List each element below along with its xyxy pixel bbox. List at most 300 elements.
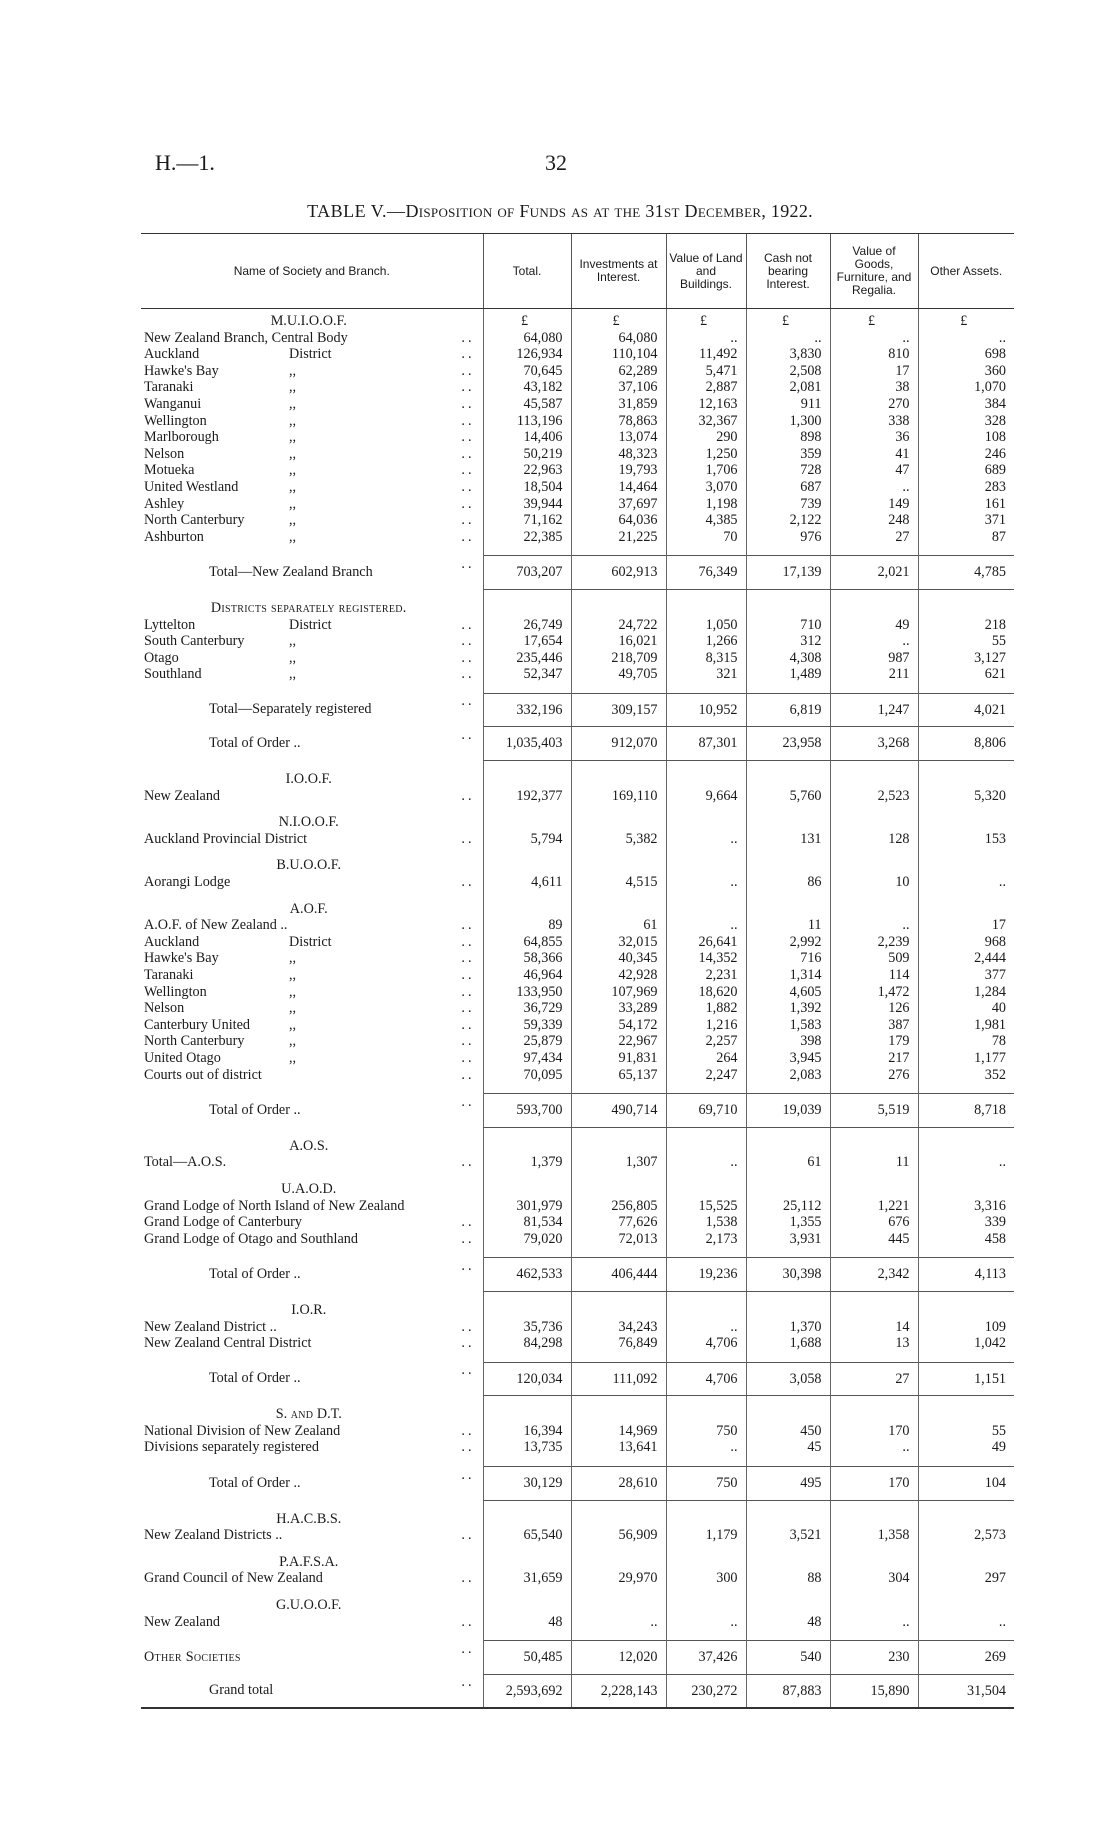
empty-cell [571,1597,666,1614]
empty-cell [918,1247,1014,1258]
value-cell: 17 [918,917,1014,934]
column-header: Cash not bearing Interest. [746,234,830,309]
row-label-qualifier: ,, [289,379,297,396]
value-cell: 2,573 [918,1527,1014,1544]
currency-symbol: £ [830,309,918,330]
empty-cell [918,1544,1014,1554]
value-cell: .. [571,1614,666,1631]
empty-cell [830,1302,918,1319]
value-cell: .. [746,330,830,347]
value-cell: 56,909 [571,1527,666,1544]
row-label-qualifier: ,, [289,445,297,462]
section-title [141,1511,483,1528]
leader-dots: .. [461,1640,475,1657]
value-cell: 84,298 [483,1335,571,1352]
leader-dots: .. [461,1466,475,1483]
value-cell: 97,434 [483,1050,571,1067]
total-row [141,556,1014,590]
row-label-text: Lyttelton [144,616,196,633]
empty-cell [666,589,746,600]
value-cell: 49 [918,1439,1014,1456]
value-cell: 3,070 [666,479,746,496]
empty-cell [746,1247,830,1258]
value-cell: 22,967 [571,1033,666,1050]
total-row [141,693,1014,727]
value-cell: 111,092 [571,1362,666,1396]
value-cell: 31,659 [483,1570,571,1587]
row-label [141,363,483,380]
section-title-row [141,1406,1014,1423]
row-label-text: Grand Lodge of North Island of New Zealand [144,1197,405,1214]
page-header [155,150,975,180]
value-cell: 3,268 [830,727,918,761]
row-label-text: Canterbury United [144,1016,250,1033]
section-title [141,1406,483,1423]
value-cell: 70,095 [483,1067,571,1084]
value-cell: 1,247 [830,693,918,727]
value-cell: 911 [746,396,830,413]
value-cell: 31,859 [571,396,666,413]
section-title-text: H.A.C.B.S. [276,1510,342,1527]
value-cell: 30,129 [483,1467,571,1501]
empty-cell [483,804,571,814]
empty-cell [830,545,918,556]
value-cell: 5,320 [918,788,1014,805]
value-cell: 91,831 [571,1050,666,1067]
table-row [141,429,1014,446]
table-row [141,1154,1014,1171]
row-label [141,874,483,891]
row-label-text: Grand Council of New Zealand [144,1570,323,1587]
table-row [141,1231,1014,1248]
row-label [141,1614,483,1631]
empty-cell [483,1302,571,1319]
empty-cell [830,1597,918,1614]
value-cell: 113,196 [483,413,571,430]
value-cell: 495 [746,1467,830,1501]
value-cell: 76,349 [666,556,746,590]
table-row [141,346,1014,363]
value-cell: 235,446 [483,650,571,667]
row-label [141,1319,483,1336]
section-title [141,1597,483,1614]
value-cell: 2,342 [830,1258,918,1292]
empty-cell [918,1181,1014,1198]
value-cell: 218 [918,617,1014,634]
leader-dots: .. [461,395,475,412]
empty-cell [666,1630,746,1641]
section-title-text: B.U.O.O.F. [276,857,342,874]
row-label [141,617,483,634]
empty-cell [666,847,746,857]
empty-cell [746,1630,830,1641]
empty-cell [746,1396,830,1407]
value-cell: 40,345 [571,950,666,967]
row-label-qualifier: ,, [289,950,297,967]
table-row [141,1319,1014,1336]
table-row [141,917,1014,934]
value-cell: 1,216 [666,1017,746,1034]
empty-cell [483,1500,571,1511]
section-title-row [141,600,1014,617]
table-row [141,330,1014,347]
section-title-text: I.O.R. [291,1301,327,1318]
spacer-row [141,1630,1014,1641]
value-cell: 42,928 [571,967,666,984]
value-cell: 38 [830,379,918,396]
value-cell: 5,760 [746,788,830,805]
row-label [141,934,483,951]
leader-dots: .. [461,1613,475,1630]
value-cell: 2,021 [830,556,918,590]
section-title [141,1554,483,1571]
empty-cell [830,1406,918,1423]
value-cell: 3,830 [746,346,830,363]
row-label [141,1335,483,1352]
value-cell: 14,352 [666,950,746,967]
value-cell: 170 [830,1423,918,1440]
value-cell: 710 [746,617,830,634]
value-cell: 1,035,403 [483,727,571,761]
value-cell: 48,323 [571,446,666,463]
empty-cell [483,545,571,556]
value-cell: 450 [746,1423,830,1440]
value-cell: 19,039 [746,1094,830,1128]
spacer-row [141,761,1014,772]
value-cell: 1,355 [746,1214,830,1231]
empty-cell [571,589,666,600]
value-cell: 462,533 [483,1258,571,1292]
leader-dots: .. [461,1570,475,1587]
empty-cell [141,1083,483,1094]
table-row [141,1614,1014,1631]
value-cell: 3,521 [746,1527,830,1544]
value-cell: 50,485 [483,1641,571,1675]
row-label-text: Divisions separately registered [144,1439,319,1456]
value-cell: 40 [918,1000,1014,1017]
row-label [141,429,483,446]
value-cell: 8,315 [666,650,746,667]
value-cell: 27 [830,529,918,546]
row-label-text: Otago [144,649,179,666]
value-cell: 170 [830,1467,918,1501]
section-title-row [141,1511,1014,1528]
empty-cell [746,1171,830,1181]
value-cell: 304 [830,1570,918,1587]
value-cell: 4,706 [666,1362,746,1396]
row-label-text: Courts out of district [144,1066,262,1083]
table-title-main: Disposition of Funds as at the 31st December, 1922. [405,201,813,221]
empty-cell [571,1352,666,1363]
table-row [141,1067,1014,1084]
value-cell: 2,122 [746,512,830,529]
value-cell: .. [666,874,746,891]
table-row [141,874,1014,891]
value-cell: 1,179 [666,1527,746,1544]
value-cell: 39,944 [483,496,571,513]
value-cell: 8,806 [918,727,1014,761]
leader-dots: .. [461,917,475,934]
value-cell: 3,931 [746,1231,830,1248]
empty-cell [746,589,830,600]
spacer-row [141,1500,1014,1511]
leader-dots: .. [461,512,475,529]
value-cell: 1,300 [746,413,830,430]
leader-dots: .. [461,429,475,446]
value-cell: 371 [918,512,1014,529]
spacer-row [141,1083,1014,1094]
empty-cell [483,1511,571,1528]
value-cell: 50,219 [483,446,571,463]
value-cell: 11 [830,1154,918,1171]
value-cell: 1,307 [571,1154,666,1171]
value-cell: 26,749 [483,617,571,634]
value-cell: .. [666,1439,746,1456]
empty-cell [141,891,483,901]
row-label-text: North Canterbury [144,1033,245,1050]
value-cell: 290 [666,429,746,446]
empty-cell [483,1406,571,1423]
row-label-text: Wellington [144,412,207,429]
value-cell: 16,394 [483,1423,571,1440]
table-row [141,512,1014,529]
empty-cell [666,771,746,788]
value-cell: 4,785 [918,556,1014,590]
total-row [141,1674,1014,1708]
empty-cell [571,545,666,556]
leader-dots: .. [461,362,475,379]
value-cell: 23,958 [746,727,830,761]
row-label [141,727,483,761]
value-cell: 1,688 [746,1335,830,1352]
empty-cell [830,761,918,772]
empty-cell [918,1302,1014,1319]
value-cell: 120,034 [483,1362,571,1396]
empty-cell [483,1127,571,1138]
empty-cell [746,1138,830,1155]
leader-dots: .. [461,649,475,666]
row-label-qualifier: ,, [289,462,297,479]
empty-cell [483,891,571,901]
table-row [141,1570,1014,1587]
empty-cell [483,814,571,831]
value-cell: 2,247 [666,1067,746,1084]
value-cell: 22,385 [483,529,571,546]
value-cell: 1,070 [918,379,1014,396]
section-title-row [141,901,1014,918]
row-label-text: New Zealand [144,1613,221,1630]
empty-cell [830,771,918,788]
spacer-row [141,1127,1014,1138]
empty-cell [141,1500,483,1511]
row-label-text: New Zealand Districts .. [144,1527,283,1544]
value-cell: 13,074 [571,429,666,446]
empty-cell [571,857,666,874]
table-row [141,666,1014,683]
value-cell: 32,367 [666,413,746,430]
leader-dots: .. [461,633,475,650]
table-row [141,363,1014,380]
empty-cell [666,1302,746,1319]
value-cell: 4,021 [918,693,1014,727]
value-cell: 17,654 [483,633,571,650]
row-label [141,1362,483,1396]
empty-cell [666,814,746,831]
row-label [141,1050,483,1067]
value-cell: 64,080 [571,330,666,347]
empty-cell [141,1456,483,1467]
section-title-text: G.U.O.O.F. [276,1597,342,1614]
empty-cell [571,1511,666,1528]
value-cell: 37,106 [571,379,666,396]
value-cell: .. [918,330,1014,347]
empty-cell [918,1597,1014,1614]
value-cell: 21,225 [571,529,666,546]
section-title-text: I.O.O.F. [285,771,332,788]
value-cell: 78 [918,1033,1014,1050]
empty-cell [666,804,746,814]
value-cell: .. [666,831,746,848]
value-cell: 86 [746,874,830,891]
value-cell: 968 [918,934,1014,951]
row-label [141,496,483,513]
value-cell: 328 [918,413,1014,430]
value-cell: 14 [830,1319,918,1336]
value-cell: 61 [571,917,666,934]
row-label-text: Wellington [144,983,207,1000]
row-label-qualifier: ,, [289,1000,297,1017]
row-label-qualifier: ,, [289,1016,297,1033]
row-label [141,1067,483,1084]
currency-symbol: £ [483,309,571,330]
empty-cell [830,1544,918,1554]
value-cell: 276 [830,1067,918,1084]
value-cell: 48 [746,1614,830,1631]
leader-dots: .. [461,495,475,512]
spacer-row [141,804,1014,814]
empty-cell [830,1171,918,1181]
empty-cell [746,857,830,874]
table-row [141,1017,1014,1034]
value-cell: 37,426 [666,1641,746,1675]
row-label-text: Total—Separately registered [209,701,372,718]
table-row [141,1050,1014,1067]
empty-cell [746,1083,830,1094]
empty-cell [571,847,666,857]
value-cell: 703,207 [483,556,571,590]
leader-dots: .. [461,787,475,804]
value-cell: 387 [830,1017,918,1034]
section-title-part: and [290,1406,314,1423]
table-row [141,1033,1014,1050]
empty-cell [918,1083,1014,1094]
empty-cell [483,1181,571,1198]
column-header: Investments at Interest. [571,234,666,309]
value-cell: 377 [918,967,1014,984]
row-label [141,1258,483,1292]
table-row [141,1214,1014,1231]
leader-dots: .. [461,1422,475,1439]
value-cell: 33,289 [571,1000,666,1017]
empty-cell [666,1352,746,1363]
value-cell: 1,583 [746,1017,830,1034]
empty-cell [830,1352,918,1363]
empty-cell [571,804,666,814]
value-cell: 62,289 [571,363,666,380]
empty-cell [830,1500,918,1511]
row-label-text: New Zealand Branch, Central Body [144,329,348,346]
value-cell: 300 [666,1570,746,1587]
value-cell: 54,172 [571,1017,666,1034]
value-cell: 169,110 [571,788,666,805]
total-row [141,1094,1014,1128]
value-cell: 739 [746,496,830,513]
row-label-text: Total—New Zealand Branch [209,563,373,580]
value-cell: 3,058 [746,1362,830,1396]
empty-cell [746,804,830,814]
empty-cell [666,891,746,901]
row-label-text: Auckland [144,346,200,363]
value-cell: 15,525 [666,1198,746,1215]
value-cell: 750 [666,1467,746,1501]
value-cell: 5,794 [483,831,571,848]
empty-cell [746,683,830,694]
row-label-qualifier: ,, [289,983,297,1000]
value-cell: 19,793 [571,462,666,479]
table-row [141,1423,1014,1440]
leader-dots: .. [461,1016,475,1033]
empty-cell [483,1597,571,1614]
value-cell: 2,083 [746,1067,830,1084]
row-label-qualifier: ,, [289,633,297,650]
value-cell: 18,620 [666,984,746,1001]
empty-cell [918,1291,1014,1302]
value-cell: 87,301 [666,727,746,761]
value-cell: 69,710 [666,1094,746,1128]
row-label-text: Taranaki [144,967,194,983]
section-title-part: S. [275,1406,288,1423]
value-cell: 230,272 [666,1674,746,1708]
empty-cell [746,1554,830,1571]
row-label [141,693,483,727]
leader-dots: .. [461,983,475,1000]
spacer-row [141,1352,1014,1363]
row-label-text: Hawke's Bay [144,362,219,379]
value-cell: 2,887 [666,379,746,396]
value-cell: 41 [830,446,918,463]
value-cell: 64,036 [571,512,666,529]
empty-cell [571,901,666,918]
row-label [141,1033,483,1050]
value-cell: 46,964 [483,967,571,984]
row-label [141,1017,483,1034]
row-label [141,1527,483,1544]
empty-cell [666,1181,746,1198]
value-cell: .. [830,1614,918,1631]
empty-cell [746,761,830,772]
table-row [141,967,1014,984]
empty-cell [141,1247,483,1258]
currency-symbol: £ [746,309,830,330]
empty-cell [483,683,571,694]
empty-cell [571,683,666,694]
value-cell: 458 [918,1231,1014,1248]
empty-cell [746,891,830,901]
value-cell: 339 [918,1214,1014,1231]
leader-dots: .. [461,693,475,710]
row-label-qualifier: ,, [289,1049,297,1066]
value-cell: 2,239 [830,934,918,951]
